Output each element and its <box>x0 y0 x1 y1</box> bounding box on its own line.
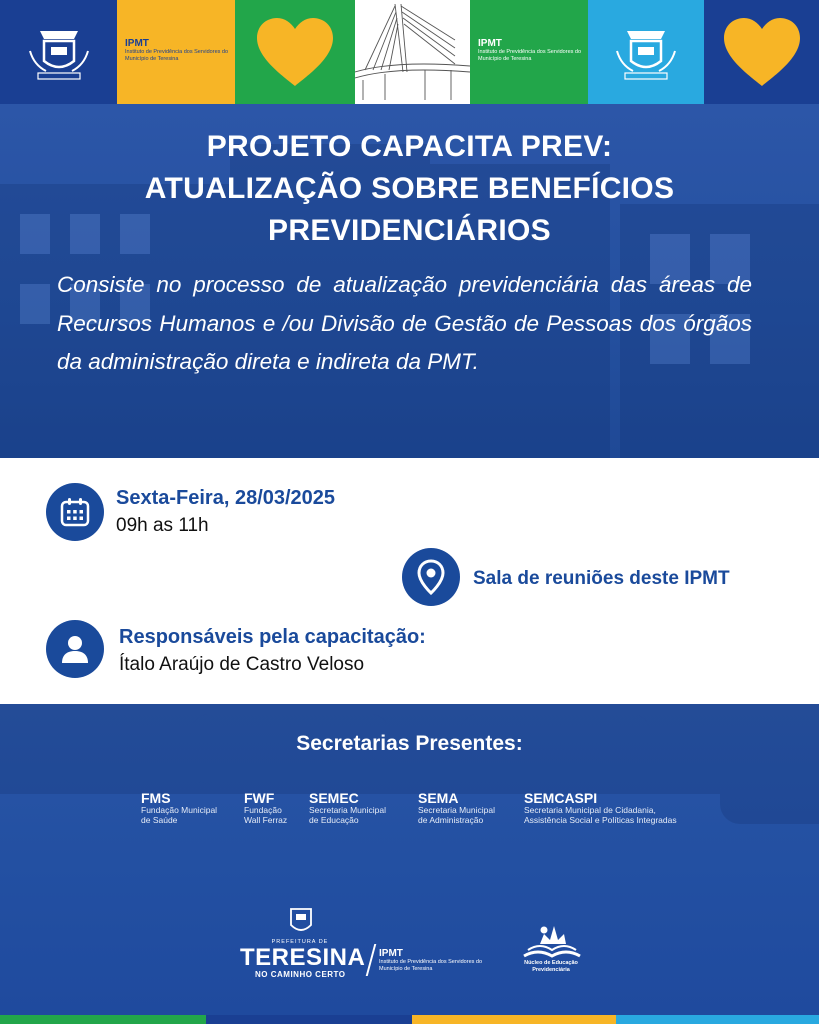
event-location: Sala de reuniões deste IPMT <box>473 568 730 589</box>
secretaria-name: Wall Ferraz <box>244 814 288 825</box>
secretaria-name: de Administração <box>418 814 484 825</box>
secretaria-semec <box>309 790 386 825</box>
header-tile-heart-2 <box>704 0 819 104</box>
secretarias-title: Secretarias Presentes: <box>296 732 523 755</box>
ipmt-mini-logo-2 <box>478 38 582 63</box>
crest-icon <box>611 17 681 87</box>
header-tile-ipmt <box>117 0 235 104</box>
event-date: Sexta-Feira, 28/03/2025 <box>116 487 336 509</box>
secretaria-abbr: FWF <box>244 790 275 806</box>
event-title-line-1: PROJETO CAPACITA PREV: <box>206 130 613 163</box>
secretaria-abbr: SEMCASPI <box>524 790 598 806</box>
event-title-line-2: ATUALIZAÇÃO SOBRE BENEFÍCIOS <box>144 172 675 205</box>
responsible-heading: Responsáveis pela capacitação: <box>119 626 426 648</box>
footer-band <box>0 1015 819 1024</box>
event-title <box>40 126 779 252</box>
secretaria-fms <box>141 790 217 825</box>
ipmt-mini-logo <box>125 38 229 63</box>
header-tile-crest-2 <box>588 0 704 104</box>
header-tile-bridge <box>355 0 470 104</box>
event-info-panel <box>0 458 819 704</box>
prefeitura-label: PREFEITURA DE <box>271 939 329 945</box>
crest-icon <box>287 907 315 937</box>
secretaria-abbr: SEMEC <box>309 790 359 806</box>
teresina-slogan: NO CAMINHO CERTO <box>255 970 346 979</box>
secretaria-name: de Saúde <box>141 814 178 825</box>
nucleo-label <box>518 960 584 973</box>
crest-icon <box>24 17 94 87</box>
secretaria-abbr: FMS <box>141 790 171 806</box>
header-tile-crest <box>0 0 117 104</box>
location-pin-icon <box>417 559 445 595</box>
location-badge <box>402 548 460 606</box>
header-tile-heart <box>235 0 355 104</box>
event-title-line-3: PREVIDENCIÁRIOS <box>268 214 551 247</box>
event-description: Consiste no processo de atualização previdenciária das áreas de Recursos Humanos e /ou Divisão de Gestão de Pessoas dos órgãos da administração direta e indireta da PMT. <box>57 272 752 374</box>
footer-band-yellow <box>412 1015 616 1024</box>
heart-icon <box>253 14 337 90</box>
footer-band-green <box>0 1015 206 1024</box>
footer-band-cyan <box>616 1015 819 1024</box>
nucleo-line-1: Núcleo de Educação <box>524 960 578 966</box>
header-band <box>0 0 819 104</box>
ipmt-subtitle: Instituto de Previdência dos Servidores do Município de Teresina <box>125 49 229 62</box>
secretarias-section <box>0 704 819 1015</box>
ipmt-label: IPMT <box>125 38 149 49</box>
header-tile-ipmt-2 <box>470 0 588 104</box>
responsible-name: Ítalo Araújo de Castro Veloso <box>119 654 365 675</box>
secretaria-name: Secretaria Municipal <box>309 805 387 815</box>
calendar-icon <box>59 496 91 528</box>
secretaria-name: de Educação <box>309 814 359 825</box>
ipmt-subtitle: Instituto de Previdência dos Servidores do Município de Teresina <box>478 49 582 62</box>
ipmt-label: IPMT <box>478 38 502 49</box>
secretaria-name: Secretaria Municipal <box>418 805 496 815</box>
user-badge <box>46 620 104 678</box>
secretaria-name: Secretaria Municipal de Cidadania, <box>524 805 656 815</box>
nucleo-line-2: Previdenciária <box>532 966 570 973</box>
user-icon <box>61 634 89 664</box>
secretaria-name: Fundação <box>244 805 282 815</box>
ipmt-label: IPMT <box>379 948 403 959</box>
secretaria-sema <box>418 790 495 825</box>
calendar-badge <box>46 483 104 541</box>
ipmt-subtitle: Instituto de Previdência dos Servidores do Município de Teresina <box>379 959 483 972</box>
bridge-icon <box>355 0 470 104</box>
event-time: 09h as 11h <box>116 515 209 536</box>
footer-band-blue <box>206 1015 412 1024</box>
secretaria-name: Fundação Municipal <box>141 805 218 815</box>
hero-section <box>0 104 819 458</box>
book-icon <box>520 922 584 960</box>
teresina-wordmark: TERESINA <box>240 944 366 971</box>
secretaria-abbr: SEMA <box>418 790 459 806</box>
secretaria-fwf <box>244 790 287 825</box>
secretaria-semcaspi <box>524 790 677 825</box>
footer-ipmt-logo <box>379 948 499 972</box>
heart-icon <box>720 14 804 90</box>
secretaria-name: Assistência Social e Políticas Integradas <box>524 814 677 825</box>
